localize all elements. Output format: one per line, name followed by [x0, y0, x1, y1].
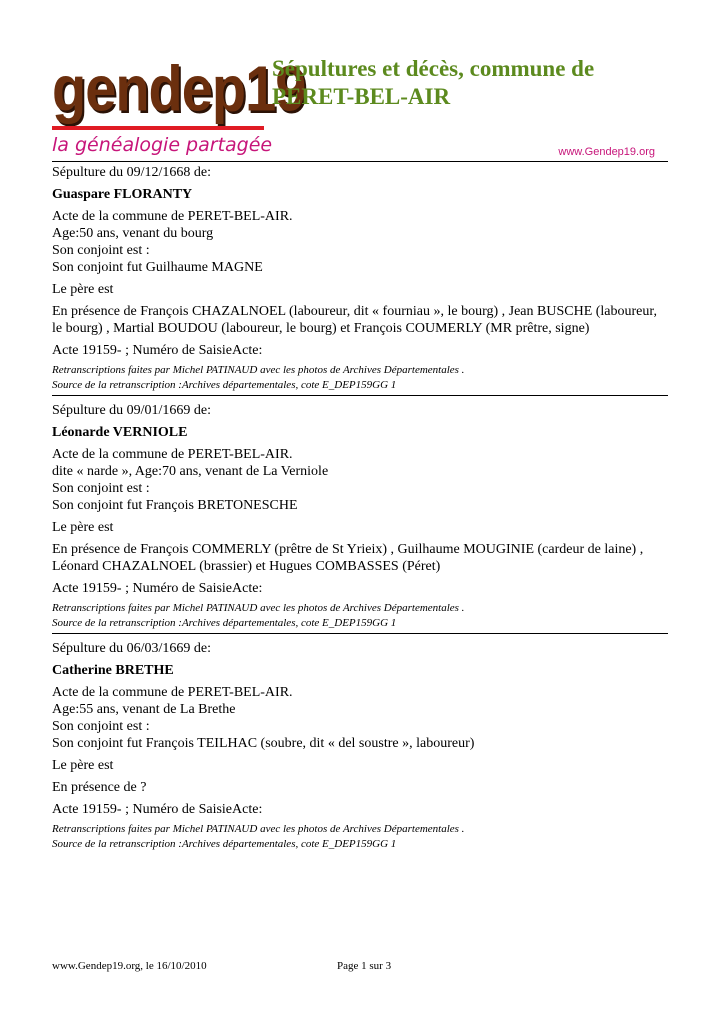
record-father: Le père est	[52, 758, 114, 773]
page-title	[272, 55, 692, 111]
record-spouse-was: Son conjoint fut François BRETONESCHE	[52, 498, 298, 513]
logo-text: gendep19	[52, 52, 306, 125]
record	[52, 164, 668, 393]
record-spouse-was: Son conjoint fut Guilhaume MAGNE	[52, 260, 263, 275]
record-acte: Acte 19159- ; Numéro de SaisieActe:	[52, 581, 263, 596]
record-date: Sépulture du 09/12/1668 de:	[52, 165, 212, 180]
footer-site-date: www.Gendep19.org, le 16/10/2010	[52, 960, 207, 972]
record	[52, 633, 668, 852]
record-commune: Acte de la commune de PERET-BEL-AIR.	[52, 685, 293, 700]
header-rule	[52, 161, 668, 162]
record-presence: En présence de François CHAZALNOEL (laboureur, dit « fourniau », le bourg) , Jean BUSCHE (laboureur, le bourg) , Martial BOUDOU (laboureur, le bourg) et François COUMERLY (MR prêtre, signe)	[52, 304, 658, 336]
record-father: Le père est	[52, 520, 114, 535]
record-note: Retranscriptions faites par Michel PATINAUD avec les photos de Archives Départementales .	[52, 364, 465, 376]
record-name: Guaspare FLORANTY	[52, 187, 193, 202]
record-note: Retranscriptions faites par Michel PATINAUD avec les photos de Archives Départementales .	[52, 823, 465, 835]
record-note: Retranscriptions faites par Michel PATINAUD avec les photos de Archives Départementales .	[52, 602, 465, 614]
site-link[interactable]: www.Gendep19.org	[558, 146, 655, 158]
footer-page-number: Page 1 sur 3	[337, 960, 392, 972]
record-acte: Acte 19159- ; Numéro de SaisieActe:	[52, 343, 263, 358]
record-date: Sépulture du 09/01/1669 de:	[52, 403, 212, 418]
record-age: dite « narde », Age:70 ans, venant de La Verniole	[52, 464, 329, 479]
record-name: Catherine BRETHE	[52, 663, 174, 678]
record-commune: Acte de la commune de PERET-BEL-AIR.	[52, 209, 293, 224]
record-source: Source de la retranscription :Archives départementales, cote E_DEP159GG 1	[52, 838, 397, 850]
record-spouse: Son conjoint est :	[52, 481, 150, 496]
record-father: Le père est	[52, 282, 114, 297]
record-spouse: Son conjoint est :	[52, 719, 150, 734]
record-date: Sépulture du 06/03/1669 de:	[52, 641, 212, 656]
record-commune: Acte de la commune de PERET-BEL-AIR.	[52, 447, 293, 462]
record-spouse: Son conjoint est :	[52, 243, 150, 258]
record-age: Age:50 ans, venant du bourg	[52, 226, 214, 241]
record-presence: En présence de ?	[52, 780, 147, 795]
page-title-line2: PERET-BEL-AIR	[272, 84, 451, 109]
record-source: Source de la retranscription :Archives départementales, cote E_DEP159GG 1	[52, 379, 397, 391]
record-name: Léonarde VERNIOLE	[52, 425, 188, 440]
page-title-line1: Sépultures et décès, commune de	[272, 56, 595, 81]
record-age: Age:55 ans, venant de La Brethe	[52, 702, 236, 717]
record-acte: Acte 19159- ; Numéro de SaisieActe:	[52, 802, 263, 817]
logo-divider	[52, 126, 264, 130]
record	[52, 395, 668, 631]
record-source: Source de la retranscription :Archives départementales, cote E_DEP159GG 1	[52, 617, 397, 629]
tagline: la généalogie partagée	[52, 134, 273, 156]
record-spouse-was: Son conjoint fut François TEILHAC (soubre, dit « del soustre », laboureur)	[52, 736, 475, 751]
gendep19-logo	[52, 52, 306, 125]
records-list	[52, 164, 668, 852]
record-presence: En présence de François COMMERLY (prêtre de St Yrieix) , Guilhaume MOUGINIE (cardeur de laine) , Léonard CHAZALNOEL (brassier) et Hugues COMBASSES (Péret)	[52, 542, 644, 574]
